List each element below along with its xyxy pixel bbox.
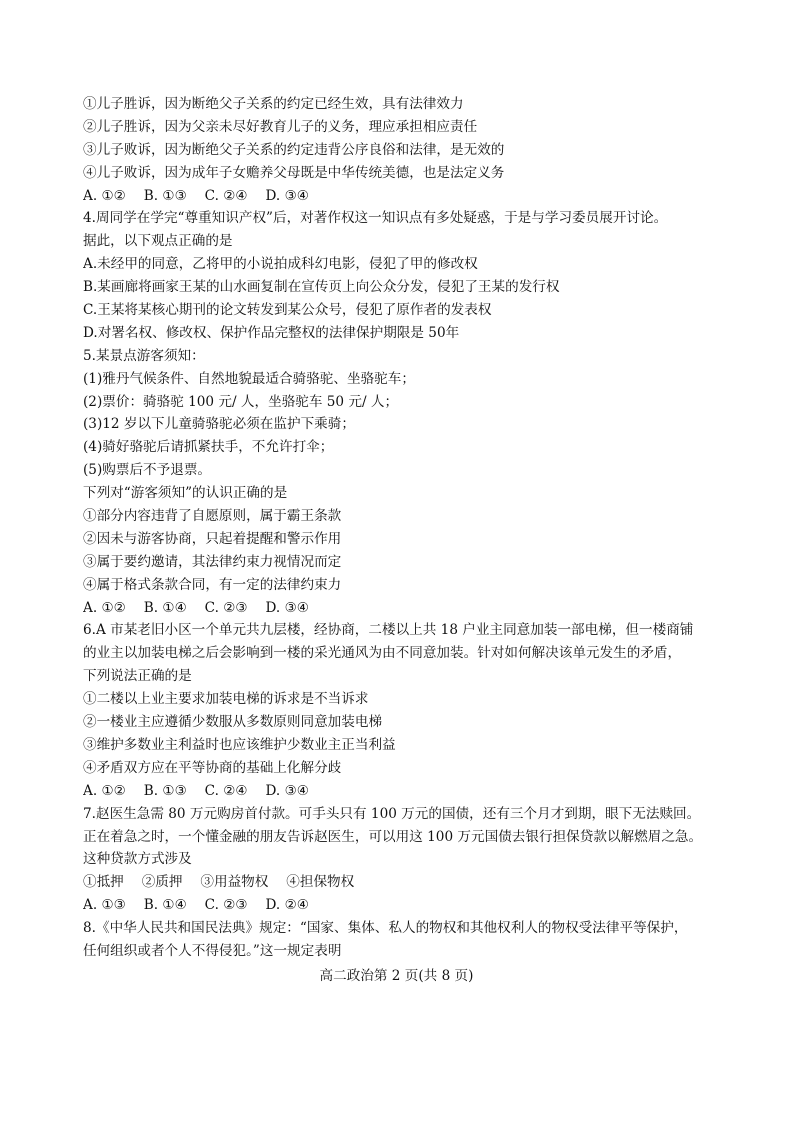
text-line: (4)骑好骆驼后请抓紧扶手，不允许打伞； [83,439,334,456]
page-footer: 高二政治第 2 页(共 8 页) [319,968,474,984]
text-line: ①儿子胜诉，因为断绝父子关系的约定已经生效，具有法律效力 [83,96,464,112]
question-8: 8.《中华人民共和国民法典》规定：“国家、集体、私人的物权和其他权利人的物权受法律平等保护， [83,920,688,937]
text-line: D.对署名权、修改权、保护作品完整权的法律保护期限是 50年 [83,324,460,341]
text-line: ②因未与游客协商，只起着提醒和警示作用 [83,530,342,547]
text-line: A.未经甲的同意，乙将甲的小说拍成科幻电影，侵犯了甲的修改权 [83,256,478,273]
text-line: ②一楼业主应遵循少数服从多数原则同意加装电梯 [83,714,383,731]
text-line: ②儿子胜诉，因为父亲未尽好教育儿子的义务，理应承担相应责任 [83,118,478,135]
answer-options: A. ①② B. ①③ C. ②④ D. ③④ [83,187,309,204]
answer-options: A. ①② B. ①④ C. ②③ D. ③④ [83,599,309,616]
text-line: (5)购票后不予退票。 [83,462,212,479]
answer-options: A. ①③ B. ①④ C. ②③ D. ②④ [83,897,309,914]
text-line: ③属于要约邀请，其法律约束力视情况而定 [83,553,342,570]
text-line: (1)雅丹气候条件、自然地貌最适合骑骆驼、坐骆驼车； [83,370,415,387]
answer-options: A. ①② B. ①③ C. ②④ D. ③④ [83,782,309,799]
question-7: 7.赵医生急需 80 万元购房首付款。可手头只有 100 万元的国债，还有三个月才到期，眼下无法赎回。 [83,805,701,822]
text-line: C.王某将某核心期刊的论文转发到某公众号，侵犯了原作者的发表权 [83,302,492,319]
question-4: 4.周同学在学完“尊重知识产权”后，对著作权这一知识点有多处疑惑，于是与学习委员展开讨论。 [83,210,668,227]
text-line: 下列说法正确的是 [83,668,192,685]
text-line: ①二楼以上业主要求加装电梯的诉求是不当诉求 [83,691,369,708]
text-line: (2)票价：骑骆驼 100 元/ 人，坐骆驼车 50 元/ 人； [83,393,399,410]
text-line: 任何组织或者个人不得侵犯。”这一规定表明 [83,942,342,959]
text-line: 据此，以下观点正确的是 [83,233,233,250]
text-line: ③儿子败诉，因为断绝父子关系的约定违背公序良俗和法律，是无效的 [83,141,505,158]
text-line: ③维护多数业主利益时也应该维护少数业主正当利益 [83,736,396,753]
text-line: 正在着急之时，一个懂金融的朋友告诉赵医生，可以用这 100 万元国债去银行担保贷款以解燃眉之急。 [83,828,703,845]
text-line: ④矛盾双方应在平等协商的基础上化解分歧 [83,759,342,776]
text-line: 下列对“游客须知”的认识正确的是 [83,485,288,502]
text-line: ④属于格式条款合同，有一定的法律约束力 [83,576,342,593]
question-5: 5.某景点游客须知： [83,347,205,364]
text-line: 这种贷款方式涉及 [83,851,192,868]
text-line: ①抵押 ②质押 ③用益物权 ④担保物权 [83,874,355,891]
text-line: B.某画廊将画家王某的山水画复制在宣传页上向公众分发，侵犯了王某的发行权 [83,279,560,296]
text-line: ①部分内容违背了自愿原则，属于霸王条款 [83,508,342,525]
text-line: ④儿子败诉，因为成年子女赡养父母既是中华传统美德，也是法定义务 [83,164,505,181]
page-body [83,93,723,963]
question-6: 6.A 市某老旧小区一个单元共九层楼，经协商，二楼以上共 18 户业主同意加装一部电梯，但一楼商铺 [83,622,694,639]
text-line: (3)12 岁以下儿童骑骆驼必须在监护下乘骑； [83,416,355,433]
text-line: 的业主以加装电梯之后会影响到一楼的采光通风为由不同意加装。针对如何解决该单元发生的矛盾， [83,645,682,662]
